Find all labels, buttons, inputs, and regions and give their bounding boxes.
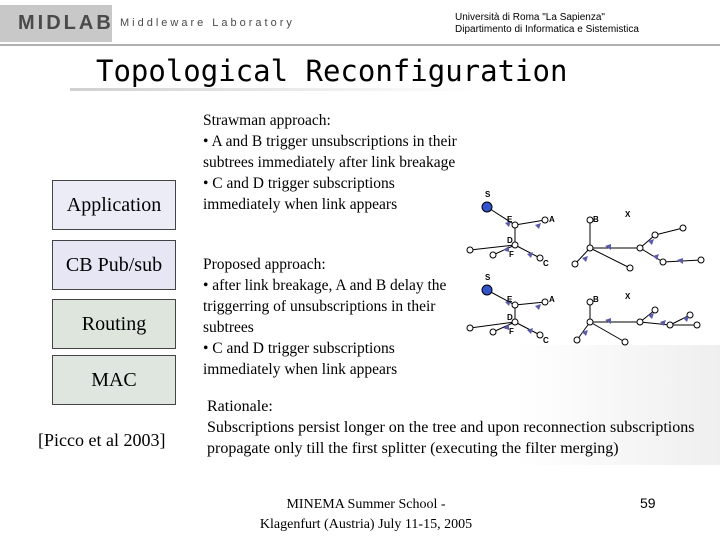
strawman-heading: Strawman approach:: [203, 112, 331, 129]
rationale-body: Subscriptions persist longer on the tree and upon reconnection subscriptions propagate only till the first splitter (executing the filter merging): [207, 419, 695, 457]
label-e: E: [507, 295, 513, 304]
midlab-logo: MIDLAB: [18, 12, 114, 34]
arrow-icon: [535, 223, 541, 229]
footer: [232, 495, 500, 535]
label-c: C: [543, 259, 549, 268]
label-x: X: [625, 292, 631, 301]
node-leaf: [467, 325, 473, 331]
university-info: [455, 12, 639, 36]
layer-application: Application: [52, 180, 176, 230]
label-e: E: [507, 215, 513, 224]
subscription-arrows: [503, 300, 689, 336]
node-s: [482, 202, 492, 212]
node-leaf: [694, 322, 700, 328]
arrow-icon: [535, 304, 541, 310]
page-number: 59: [640, 495, 656, 511]
footer-line-1: MINEMA Summer School -: [286, 497, 446, 512]
node-leaf: [698, 257, 704, 263]
university-line1: Università di Roma "La Sapienza": [455, 12, 605, 23]
header-divider: [0, 44, 720, 46]
proposed-bullet-2: • C and D trigger subscriptions immediately when link appears: [203, 340, 398, 378]
node-e: [512, 302, 518, 308]
node-leaf: [660, 259, 666, 265]
arrow-icon: [605, 244, 611, 250]
proposed-bullet-1: • after link breakage, A and B delay the triggerring of unsubscriptions in their subtrees: [203, 277, 447, 336]
node-x: [637, 319, 643, 325]
label-s: S: [485, 190, 491, 199]
node-leaf: [680, 225, 686, 231]
label-s: S: [485, 273, 491, 282]
footer-line-2: Klagenfurt (Austria) July 11-15, 2005: [259, 517, 473, 532]
node-a: [542, 299, 548, 305]
citation: [Picco et al 2003]: [38, 430, 166, 450]
strawman-bullet-2: • C and D trigger subscriptions immediately when link appears: [203, 175, 398, 213]
university-line2: Dipartimento di Informatica e Sistemistica: [455, 24, 639, 35]
strawman-bullet-1: • A and B trigger unsubscriptions in their subtrees immediately after link breakage: [203, 133, 457, 171]
arrow-icon: [605, 318, 611, 324]
node-s: [482, 285, 492, 295]
arrow-icon: [582, 330, 588, 336]
node-leaf: [574, 337, 580, 343]
node-d: [512, 319, 518, 325]
node-f: [490, 329, 496, 335]
arrow-icon: [660, 320, 666, 326]
title-underline: [70, 88, 480, 91]
node-leaf: [622, 339, 628, 345]
subscription-arrows: [503, 221, 683, 264]
label-f: F: [509, 327, 514, 336]
node-x: [637, 245, 643, 251]
node-e: [512, 222, 518, 228]
node-hub: [587, 245, 593, 251]
label-b: B: [593, 215, 599, 224]
label-a: A: [549, 295, 555, 304]
node-leaf: [667, 322, 673, 328]
label-d: D: [507, 236, 513, 245]
arrow-icon: [648, 313, 654, 319]
header-bar: [0, 0, 720, 45]
node-d: [512, 242, 518, 248]
rationale-block: [207, 396, 712, 459]
layer-cb-pubsub: CB Pub/sub: [52, 240, 176, 290]
node-leaf: [652, 232, 658, 238]
label-d: D: [507, 313, 513, 322]
lab-subtitle: Middleware Laboratory: [120, 17, 295, 29]
layer-routing: Routing: [52, 299, 176, 349]
node-f: [490, 252, 496, 258]
label-f: F: [509, 250, 514, 259]
layer-mac: MAC: [52, 355, 176, 405]
label-a: A: [549, 215, 555, 224]
node-hub: [587, 319, 593, 325]
rationale-heading: Rationale:: [207, 398, 273, 415]
label-b: B: [593, 295, 599, 304]
slide-title: Topological Reconfiguration: [96, 54, 568, 88]
tree-diagram-proposed: [465, 270, 715, 380]
proposed-heading: Proposed approach:: [203, 256, 326, 273]
node-leaf: [572, 261, 578, 267]
tree-nodes: [467, 285, 700, 345]
node-a: [542, 217, 548, 223]
node-leaf: [467, 247, 473, 253]
label-c: C: [543, 336, 549, 345]
proposed-block: [203, 254, 463, 380]
arrow-icon: [582, 256, 588, 262]
tree-edges: [470, 290, 697, 342]
strawman-block: [203, 110, 473, 215]
label-x: X: [625, 210, 631, 219]
node-leaf: [652, 307, 658, 313]
